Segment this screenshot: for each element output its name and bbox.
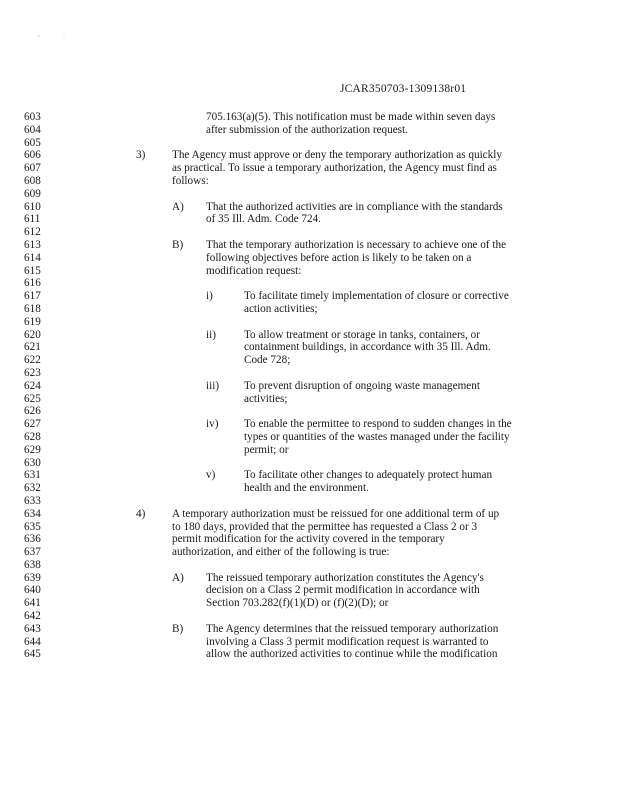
text-line: That the authorized activities are in compliance with the standards: [206, 200, 503, 213]
text-line: of 35 Ill. Adm. Code 724.: [206, 213, 321, 226]
line-number: 610: [24, 200, 41, 213]
line-number: 609: [24, 187, 41, 200]
text-line: authorization, and either of the following is true:: [172, 546, 390, 559]
text-line: allow the authorized activities to continue while the modification: [206, 648, 498, 661]
line-number: 644: [24, 635, 41, 648]
list-marker: i): [206, 290, 213, 303]
scan-artifact: [36, 33, 72, 39]
text-line: The Agency determines that the reissued temporary authorization: [206, 622, 499, 635]
text-line: To facilitate timely implementation of closure or corrective: [244, 290, 509, 303]
list-marker: B): [172, 622, 184, 635]
text-line: Section 703.282(f)(1)(D) or (f)(2)(D); or: [206, 597, 389, 610]
line-number: 623: [24, 366, 41, 379]
line-number: 634: [24, 507, 41, 520]
text-line: permit modification for the activity covered in the temporary: [172, 533, 445, 546]
line-number: 618: [24, 302, 41, 315]
line-number: 638: [24, 558, 41, 571]
text-line: involving a Class 3 permit modification request is warranted to: [206, 635, 489, 648]
line-number: 640: [24, 584, 41, 597]
text-line: to 180 days, provided that the permittee has requested a Class 2 or 3: [172, 520, 478, 533]
line-number: 631: [24, 469, 41, 482]
line-number: 629: [24, 443, 41, 456]
text-line: types or quantities of the wastes managed under the facility: [244, 430, 510, 443]
text-line: after submission of the authorization request.: [206, 123, 408, 136]
text-line: That the temporary authorization is necessary to achieve one of the: [206, 238, 507, 251]
text-line: To enable the permittee to respond to sudden changes in the: [244, 418, 512, 431]
line-number: 604: [24, 123, 41, 136]
text-line: The Agency must approve or deny the temporary authorization as quickly: [172, 149, 502, 162]
text-line: following objectives before action is likely to be taken on a: [206, 251, 472, 264]
line-number: 612: [24, 226, 41, 239]
line-number: 624: [24, 379, 41, 392]
line-number: 622: [24, 354, 41, 367]
document-body: [0, 111, 621, 661]
line-number: 628: [24, 430, 41, 443]
line-number: 619: [24, 315, 41, 328]
line-number: 615: [24, 264, 41, 277]
text-line: To allow treatment or storage in tanks, containers, or: [244, 328, 480, 341]
text-line: modification request:: [206, 264, 302, 277]
text-line: To prevent disruption of ongoing waste management: [244, 379, 480, 392]
line-number: 607: [24, 162, 41, 175]
line-number: 633: [24, 494, 41, 507]
line-number: 620: [24, 328, 41, 341]
line-number: 603: [24, 111, 41, 123]
line-number: 626: [24, 405, 41, 418]
list-marker: iii): [206, 379, 220, 392]
text-line: action activities;: [244, 302, 318, 315]
line-number: 611: [24, 213, 41, 226]
text-line: containment buildings, in accordance with 35 Ill. Adm.: [244, 341, 491, 354]
line-number: 632: [24, 482, 41, 495]
line-number: 635: [24, 520, 41, 533]
line-number: 613: [24, 238, 41, 251]
line-number: 617: [24, 290, 41, 303]
text-line: Code 728;: [244, 354, 291, 367]
list-marker: 3): [136, 149, 146, 162]
text-line: The reissued temporary authorization constitutes the Agency's: [206, 571, 484, 584]
text-line: A temporary authorization must be reissued for one additional term of up: [172, 507, 500, 520]
text-line: activities;: [244, 392, 288, 405]
line-number: 605: [24, 136, 41, 149]
list-marker: A): [172, 571, 184, 584]
list-marker: 4): [136, 507, 146, 520]
line-number: 614: [24, 251, 41, 264]
list-marker: B): [172, 238, 184, 251]
line-number: 639: [24, 571, 41, 584]
line-number: 630: [24, 456, 41, 469]
line-number: 645: [24, 648, 41, 661]
line-number: 642: [24, 610, 41, 623]
line-number: 606: [24, 149, 41, 162]
line-number: 625: [24, 392, 41, 405]
list-marker: A): [172, 200, 184, 213]
text-line: 705.163(a)(5). This notification must be made within seven days: [206, 111, 496, 123]
text-line: health and the environment.: [244, 482, 369, 495]
line-number: 621: [24, 341, 41, 354]
text-line: To facilitate other changes to adequately protect human: [244, 469, 493, 482]
text-line: follows:: [172, 174, 209, 187]
document-id-header: JCAR350703-1309138r01: [340, 83, 467, 95]
list-marker: iv): [206, 418, 219, 431]
text-line: permit; or: [244, 443, 289, 456]
line-number: 636: [24, 533, 41, 546]
line-number: 641: [24, 597, 41, 610]
line-number: 637: [24, 546, 41, 559]
line-number: 627: [24, 418, 41, 431]
line-number: 616: [24, 277, 41, 290]
list-marker: v): [206, 469, 216, 482]
line-number: 608: [24, 174, 41, 187]
list-marker: ii): [206, 328, 216, 341]
text-line: decision on a Class 2 permit modification in accordance with: [206, 584, 480, 597]
line-number: 643: [24, 622, 41, 635]
text-line: as practical. To issue a temporary authorization, the Agency must find as: [172, 162, 497, 175]
